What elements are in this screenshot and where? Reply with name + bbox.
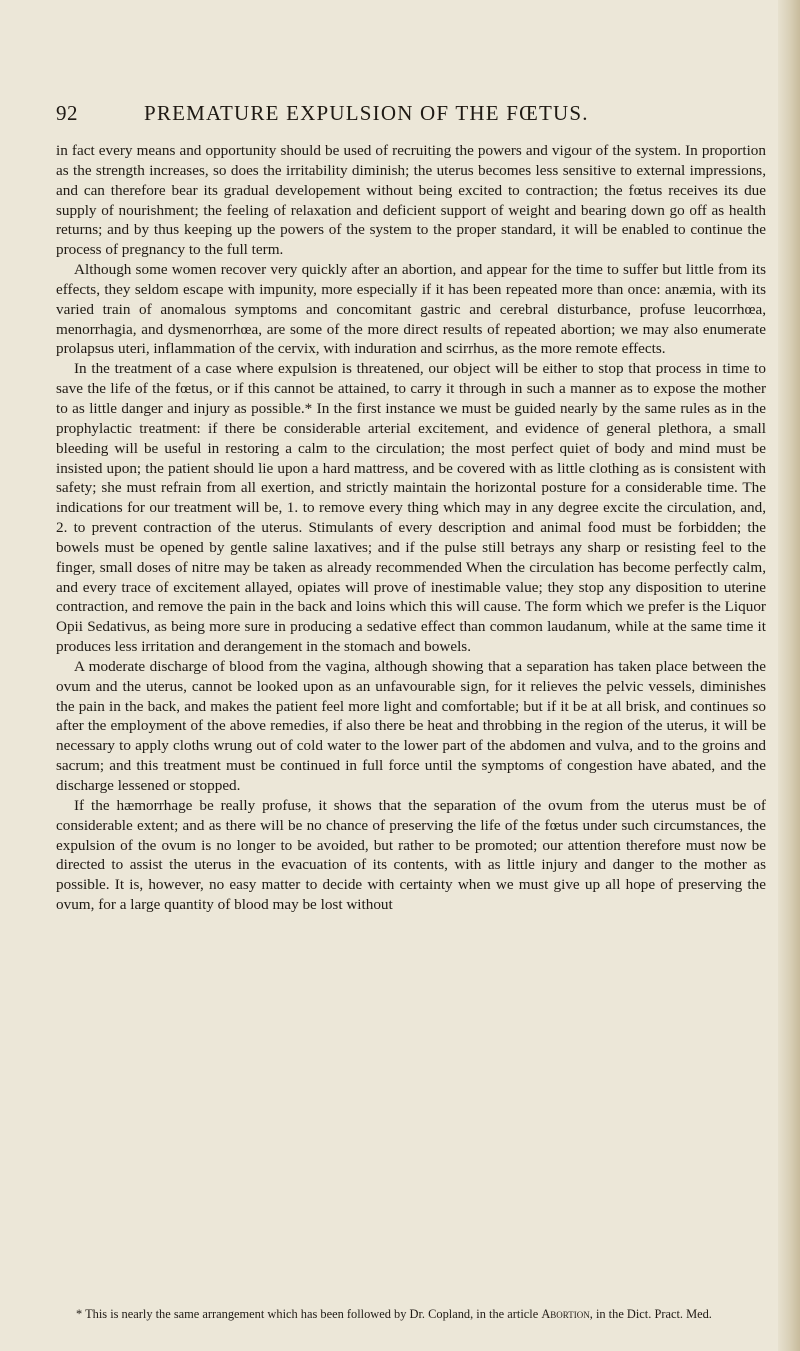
paragraph-moderate-discharge: A moderate discharge of blood from the vagina, although showing that a separation has taken place between the ovum and the uterus, cannot be looked upon as an unfavourable sign, for it relieves the pelvic vessels, diminishes the pain in the back, and makes the patient feel more light and comfortable; but if it be at all brisk, and continues so after the employment of the above remedies, if also there be heat and throbbing in the region of the uterus, it will be necessary to apply cloths wrung out of cold water to the lower part of the abdomen and vulva, and to the groins and sacrum; and this treatment must be continued in full force until the symptoms of congestion have abated, and the discharge lessened or stopped.: [56, 657, 766, 794]
page-edge-shadow: [778, 0, 800, 1351]
page-header: [56, 101, 756, 127]
paragraph-continued: in fact every means and opportunity should be used of recruiting the powers and vigour of the system. In proportion as the strength increases, so does the irritability diminish; the uterus becomes less sensitive to external impressions, and can therefore bear its gradual developement without being excited to contraction; the fœtus receives its due supply of nourishment; the feeling of relaxation and deficient support of weight and bearing down go off as health returns; and by thus keeping up the powers of the system to the proper standard, it will be enabled to continue the process of pregnancy to the full term.: [56, 142, 766, 259]
running-title: PREMATURE EXPULSION OF THE FŒTUS.: [144, 101, 589, 125]
paragraph-abortion-effects: Although some women recover very quickly after an abortion, and appear for the time to suffer but little from its effects, they seldom escape with impunity, more especially if it has been repeated more than once: anæmia, with its varied train of anomalous symptoms and concomitant gastric and cerebral disturbance, profuse leucorrhœa, menorrhagia, and dysmenorrhœa, are some of the more direct results of repeated abortion; we may also enumerate prolapsus uteri, inflammation of the cervix, with induration and scirrhus, as the more remote effects.: [56, 261, 766, 358]
footnote-article-name: Abortion: [541, 1307, 590, 1321]
paragraph-haemorrhage: If the hæmorrhage be really profuse, it shows that the separation of the ovum from the uterus must be of considerable extent; and as there will be no chance of preserving the life of the fœtus under such circumstances, the expulsion of the ovum is no longer to be avoided, but rather to be promoted; our attention therefore must now be directed to assist the uterus in the evacuation of its contents, with as little injury and danger to the mother as possible. It is, however, no easy matter to decide with certainty when we must give up all hope of preserving the ovum, for a large quantity of blood may be lost without: [56, 796, 766, 914]
footnote-text-before: * This is nearly the same arrangement which has been followed by Dr. Copland, in the article: [76, 1307, 542, 1321]
paragraph-treatment: In the treatment of a case where expulsion is threatened, our object will be either to stop that process in time to save the life of the fœtus, or if this cannot be attained, to carry it through in such a manner as to expose the mother to as little danger and injury as possible.* In the first instance we must be guided nearly by the same rules as in the prophylactic treatment: if there be considerable arterial excitement, and evidence of general plethora, a small bleeding will be useful in restoring a calm to the circulation; the most perfect quiet of body and mind must be insisted upon; the patient should lie upon a hard mattress, and be covered with as little clothing as is consistent with safety; she must refrain from all exertion, and strictly maintain the horizontal posture for a considerable time. The indications for our treatment will be, 1. to remove every thing which may in any degree excite the circulation, and, 2. to prevent contraction of the uterus. Stimulants of every description and animal food must be forbidden; the bowels must be opened by gentle saline laxatives; and if the pulse still betrays any sharp or resisting feel to the finger, small doses of nitre may be taken as already recommended When the circulation has become perfectly calm, and every trace of excitement allayed, opiates will prove of inestimable value; they stop any disposition to uterine contraction, and remove the pain in the back and loins which this will cause. The form which we prefer is the Liquor Opii Sedativus, as being more sure in producing a sedative effect than common laudanum, while at the same time it produces less irritation and derangement in the stomach and bowels.: [56, 360, 766, 656]
body-text: [56, 141, 766, 915]
footnote: [56, 1306, 766, 1322]
footnote-text: [56, 1306, 766, 1322]
footnote-text-after: , in the Dict. Pract. Med.: [589, 1307, 712, 1321]
page-number: 92: [56, 101, 78, 125]
